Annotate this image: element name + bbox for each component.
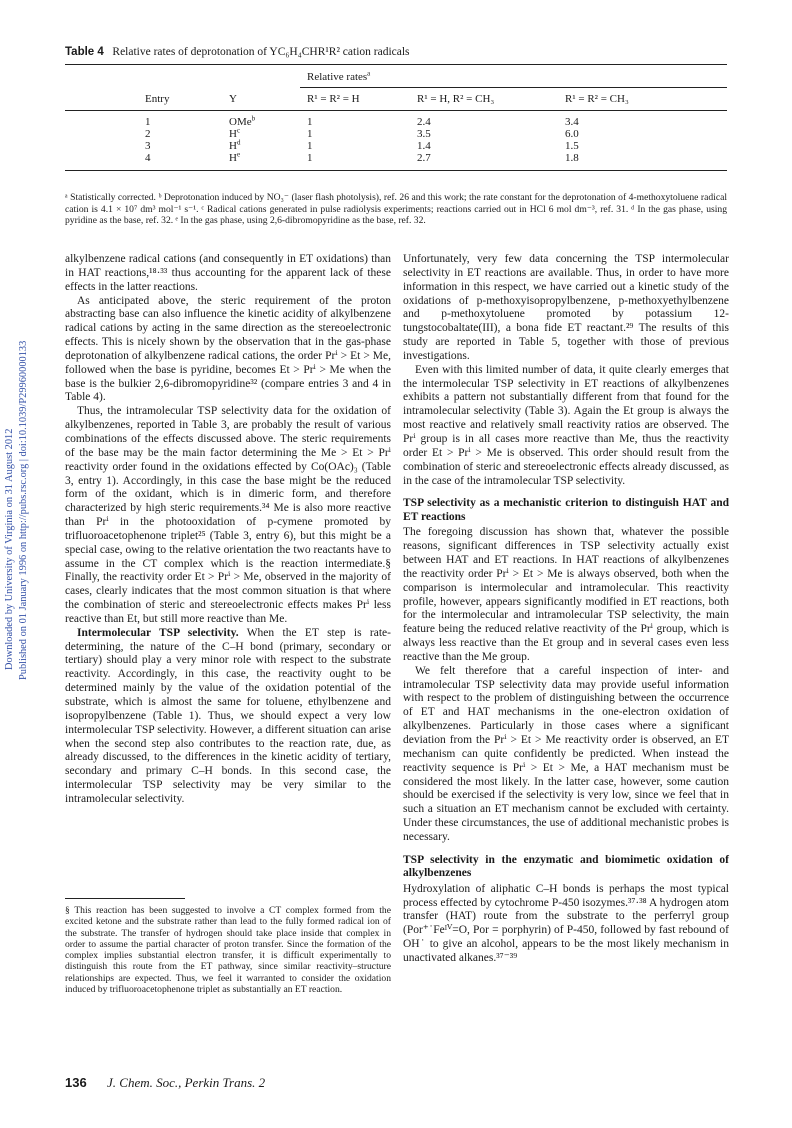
cell-entry: 2: [145, 128, 151, 140]
run-in-heading: Intermolecular TSP selectivity.: [77, 626, 239, 639]
paragraph: Hydroxylation of aliphatic C–H bonds is perhaps the most typical process effected by cytochrome P-450 isozymes.³⁷·³⁸ A hydrogen atom transfer (HAT) route from the substrate to the perferryl group (Por⁺˙Feᴵⱽ=O, Por = porphyrin) of P-450, followed by fast rebound of OH˙ to give an alcohol, appears to be the most likely mechanism in unactivated alkanes.³⁷⁻³⁹: [403, 882, 729, 964]
cell-y: $H^e$: [229, 150, 241, 164]
cell-r2: 2.7: [417, 152, 431, 164]
cell-y: $H^c$: [229, 126, 241, 140]
section-footnote: [65, 898, 391, 995]
paragraph: Even with this limited number of data, it quite clearly emerges that the intermolecular TSP selectivity in ET reactions of alkylbenzenes exhibits a pattern not substantially different from that found for the intramolecular selectivity (Table 3). Again the Et group is always the most reactive and relatively small reactivity ratios are observed. The Prⁱ group is in all cases more reactive than Me, thus the reactivity order Et > Prⁱ > Me is observed. This order should result from the combination of steric and stereoelectronic effects already discussed, as in the case of the intramolecular TSP selectivity.: [403, 363, 729, 487]
table-group-header: Relative rates$^a$: [307, 69, 371, 83]
cell-y: OMe$^b$: [229, 114, 256, 128]
cell-r2: 3.5: [417, 128, 431, 140]
paragraph: Unfortunately, very few data concerning the TSP intermolecular selectivity in ET reactions are available. Thus, in order to have more information in this respect, we have carried out a kinetic study of the oxidations of p-methoxyisopropylbenzene, p-methoxyethylbenzene and p-methoxytoluene promoted by potassium 12-tungstocobaltate(III), a bona fide ET reactant.²⁹ The results of this study are reported in Table 5, together with those of previous investigations.: [403, 253, 729, 362]
table-caption-text: Relative rates of deprotonation of YC₆H₄CHR¹R² cation radicals: [112, 46, 410, 58]
download-info-line[interactable]: Downloaded by University of Virginia on 31 August 2012: [4, 428, 15, 670]
cell-r3: 3.4: [565, 116, 579, 128]
header-y: Y: [229, 93, 237, 105]
page-number: 136: [65, 1075, 87, 1090]
cell-r2: 2.4: [417, 116, 431, 128]
cell-r3: 1.8: [565, 152, 579, 164]
right-column: [403, 253, 729, 966]
cell-r1: 1: [307, 128, 313, 140]
header-entry: Entry: [145, 93, 170, 105]
header-r2: R¹ = H, R² = CH₃: [417, 93, 495, 105]
table-label: Table 4: [65, 46, 104, 58]
header-r3: R¹ = R² = CH₃: [565, 93, 629, 105]
cell-r2: 1.4: [417, 140, 431, 152]
cell-r3: 6.0: [565, 128, 579, 140]
paragraph: Intermolecular TSP selectivity. When the ET step is rate-determining, the nature of the C–H bond (primary, secondary or tertiary) should play a very minor role with respect to the substrate reactivity. Accordingly, in this case, the reactivity ought to be determined mainly by the value of the oxidation potential of the substrate, which is almost the same for toluene, ethylbenzene and isopropylbenzene (Table 1). Thus, we should expect a very low intermolecular TSP selectivity. However, a different situation can arise when the second step also contributes to the reaction rate, due, as already discussed, to the differences in the kinetic acidity of tertiary, secondary and primary C–H bonds. In this second case, the intermolecular TSP selectivity may be very similar to the intramolecular selectivity.: [65, 626, 391, 805]
paragraph: The foregoing discussion has shown that, whatever the possible reasons, significant differences in TSP selectivity actually exist between HAT and ET reactions. In HAT reactions of alkylbenzenes the reactivity order Prⁱ > Et > Me is always observed, both when the comparison is intermolecular and intramolecular. This reactivity profile, however, appears significantly modified in ET reactions, both for the intermolecular and intramolecular TSP selectivity, the main feature being the reduced relative reactivity of the Prⁱ group, which is always less reactive than the Et group and in several cases even less reactive than the Me group.: [403, 526, 729, 663]
section-heading: TSP selectivity as a mechanistic criterion to distinguish HAT and ET reactions: [403, 497, 729, 523]
doi-link[interactable]: Published on 01 January 1996 on http://pubs.rsc.org | doi:10.1039/P29960000133: [18, 340, 29, 680]
journal-name: J. Chem. Soc., Perkin Trans. 2: [107, 1075, 266, 1090]
left-column: [65, 253, 391, 807]
footnote-text: § This reaction has been suggested to involve a CT complex formed from the excited ketone and the substrate rather than lead to the fully formed radical ion of the substrate. The transfer of hydrogen should take place inside that complex in order to assume the partial character of proton transfer. Since the formation of the complex implies substantial electron transfer, it is difficult experimentally to distinguish this route from the ET pathway, since similar reactivity–structure relationships are expected. Thus, we feel it warranted to consider the oxidation induced by trifluoroacetophenone triplet as substantially an ET reaction.: [65, 905, 391, 996]
cell-r1: 1: [307, 116, 313, 128]
cell-r1: 1: [307, 152, 313, 164]
download-sidebar: [4, 150, 38, 680]
table-caption: [65, 46, 725, 58]
footnote-rule: [65, 898, 185, 899]
section-heading: TSP selectivity in the enzymatic and biomimetic oxidation of alkylbenzenes: [403, 853, 729, 880]
paragraph: Thus, the intramolecular TSP selectivity data for the oxidation of alkylbenzenes, reported in Table 3, are probably the result of various combinations of the effects discussed above. The steric requirements of the base may be the main factor determining the Me > Et > Prⁱ reactivity order found in the oxidations effected by Co(OAc)₃ (Table 3, entry 1). Accordingly, in this case the base might be the reduced form of the oxidant, which is in dimeric form, and therefore characterized by high steric requirements.³⁴ Me is also more reactive than Prⁱ in the photooxidation of p-cymene promoted by trifluoroacetophenone triplet²⁵ (Table 3, entry 6), but this might be a special case, owing to the relative orientation the two reactants have to assume in the CT complex which is the reaction intermediate.§ Finally, the reactivity order Et > Prⁱ > Me, observed in the majority of cases, clearly indicates that the most common situation is that where the combination of steric and stereoelectronic effects makes Prⁱ less reactive than Et, but still more reactive than Me.: [65, 405, 391, 625]
table-header-rule: [65, 110, 727, 111]
cell-entry: 4: [145, 152, 151, 164]
cell-y: $H^d$: [229, 138, 241, 152]
cell-entry: 1: [145, 116, 151, 128]
cell-entry: 3: [145, 140, 151, 152]
table-footnote: ᵃ Statistically corrected. ᵇ Deprotonation induced by NO₃⁻ (laser flash photolysis), ref. 26 and this work; the rate constant for the deprotonation of 4-methoxytoluene radical cation is 4.1 × 10⁷ dm³ mol⁻¹ s⁻¹. ᶜ Radical cations generated in pulse radiolysis experiments; reactions carried out in HCl 6 mol dm⁻³, ref. 31. ᵈ In the gas phase, using pyridine as the base, ref. 32. ᵉ In the gas phase, using 2,6-dibromopyridine as the base, ref. 32.: [65, 192, 727, 226]
header-r1: R¹ = R² = H: [307, 93, 360, 105]
table-top-rule: [65, 64, 727, 65]
paragraph: We felt therefore that a careful inspection of inter- and intramolecular TSP selectivity data may provide useful information with respect to the problem of distinguishing between the occurrence of ET and HAT mechanisms in the one-electron oxidation of alkylbenzenes. Particularly in those cases where a significant deviation from the Prⁱ > Et > Me reactivity order is observed, an ET mechanism can quite confidently be predicted. When instead the reactivity sequence is Prⁱ > Et > Me, a HAT mechanism must be considered the most likely. In the latter case, however, some caution should be exercised if the selectivity is very low, since we feel that in such a situation an ET mechanism cannot be excluded with certainty. Under these circumstances, the use of additional mechanistic probes is necessary.: [403, 664, 729, 843]
cell-r3: 1.5: [565, 140, 579, 152]
paragraph: alkylbenzene radical cations (and consequently in ET oxidations) than in HAT reactions,¹⁸·³³ thus accounting for the apparent lack of these effects in the latter reactions.: [65, 253, 391, 293]
cell-r1: 1: [307, 140, 313, 152]
paragraph: As anticipated above, the steric requirement of the proton abstracting base can also influence the kinetic acidity of alkylbenzene radical cations by acting in the same direction as the stereoelectronic effects. This is nicely shown by the observation that in the gas-phase deprotonation of alkylbenzene radical cations, the order Prⁱ > Et > Me, followed when the base is pyridine, becomes Et > Prⁱ > Me when the base is the bulkier 2,6-dibromopyridine³² (compare entries 3 and 4 in Table 4).: [65, 294, 391, 404]
table-bottom-rule: [65, 170, 727, 171]
table-group-rule: [300, 87, 727, 88]
